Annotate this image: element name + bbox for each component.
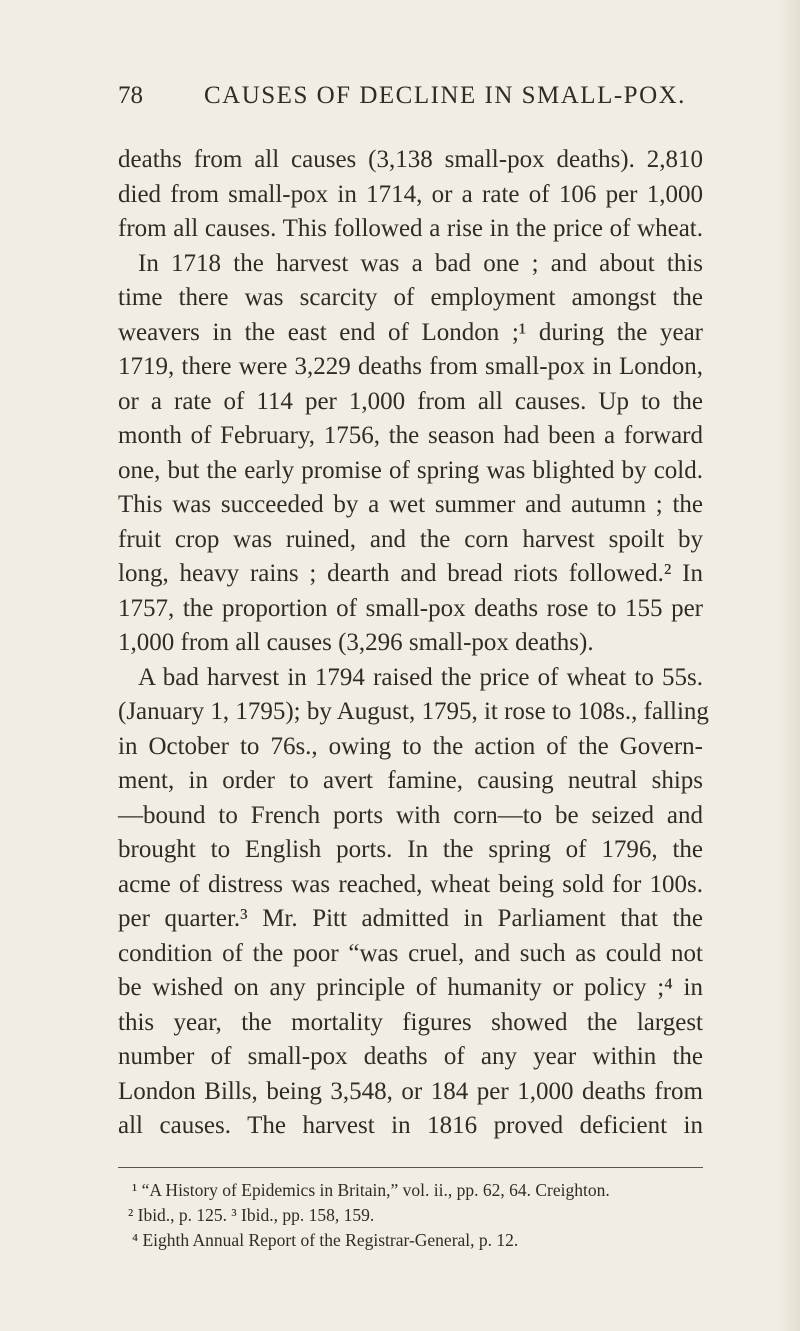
text-line: number of small-pox deaths of any year within the (118, 1043, 703, 1070)
footnote: ⁴ Eighth Annual Report of the Registrar-General, p. 12. (132, 1230, 519, 1250)
running-title: CAUSES OF DECLINE IN SMALL-POX. (204, 82, 686, 109)
text-line: per quarter.³ Mr. Pitt admitted in Parliament that the (118, 905, 703, 932)
text-line: condition of the poor “was cruel, and such as could not (118, 939, 703, 967)
page-edge-shadow (778, 0, 800, 1331)
text-line: This was succeeded by a wet summer and autumn ; the (118, 491, 703, 518)
text-line: long, heavy rains ; dearth and bread riots followed.² In (118, 560, 703, 587)
running-head (118, 82, 698, 110)
footnote-divider (118, 1167, 703, 1168)
footnote: ¹ “A History of Epidemics in Britain,” vol. ii., pp. 62, 64. Creighton. (132, 1180, 610, 1200)
text-line: month of February, 1756, the season had been a forward (118, 422, 703, 449)
text-line: London Bills, being 3,548, or 184 per 1,000 deaths from (118, 1077, 703, 1105)
page-number: 78 (118, 82, 143, 109)
footnote: ² Ibid., p. 125. ³ Ibid., pp. 158, 159. (128, 1205, 375, 1225)
text-line: deaths from all causes (3,138 small-pox deaths). 2,810 (118, 146, 703, 173)
text-line: in October to 76s., owing to the action of the Govern- (118, 732, 703, 760)
text-line: or a rate of 114 per 1,000 from all causes. Up to the (118, 387, 703, 415)
text-line: In 1718 the harvest was a bad one ; and about this (138, 249, 703, 277)
footnotes (128, 1178, 707, 1253)
text-line: —bound to French ports with corn—to be seized and (118, 801, 703, 829)
text-line: be wished on any principle of humanity or policy ;⁴ in (118, 974, 703, 1001)
text-line: weavers in the east end of London ;¹ during the year (118, 318, 703, 346)
text-line: 1757, the proportion of small-pox deaths rose to 155 per (118, 594, 703, 622)
text-line: time there was scarcity of employment amongst the (118, 284, 703, 311)
text-line: A bad harvest in 1794 raised the price of wheat to 55s. (138, 663, 703, 691)
text-line: (January 1, 1795); by August, 1795, it rose to 108s., falling (118, 698, 709, 725)
text-line: died from small-pox in 1714, or a rate of 106 per 1,000 (118, 180, 703, 208)
text-line: from all causes. This followed a rise in the price of wheat. (118, 215, 703, 242)
text-line: all causes. The harvest in 1816 proved deficient in (118, 1112, 703, 1139)
text-line: acme of distress was reached, wheat being sold for 100s. (118, 870, 703, 898)
text-line: brought to English ports. In the spring of 1796, the (118, 836, 703, 863)
text-line: this year, the mortality figures showed the largest (118, 1008, 703, 1036)
text-line: 1,000 from all causes (3,296 small-pox deaths). (118, 629, 594, 656)
text-line: ment, in order to avert famine, causing neutral ships (118, 767, 703, 794)
text-line: one, but the early promise of spring was blighted by cold. (118, 456, 703, 484)
text-line: 1719, there were 3,229 deaths from small-pox in London, (118, 353, 703, 380)
text-line: fruit crop was ruined, and the corn harvest spoilt by (118, 525, 703, 553)
body-text (118, 143, 709, 1144)
